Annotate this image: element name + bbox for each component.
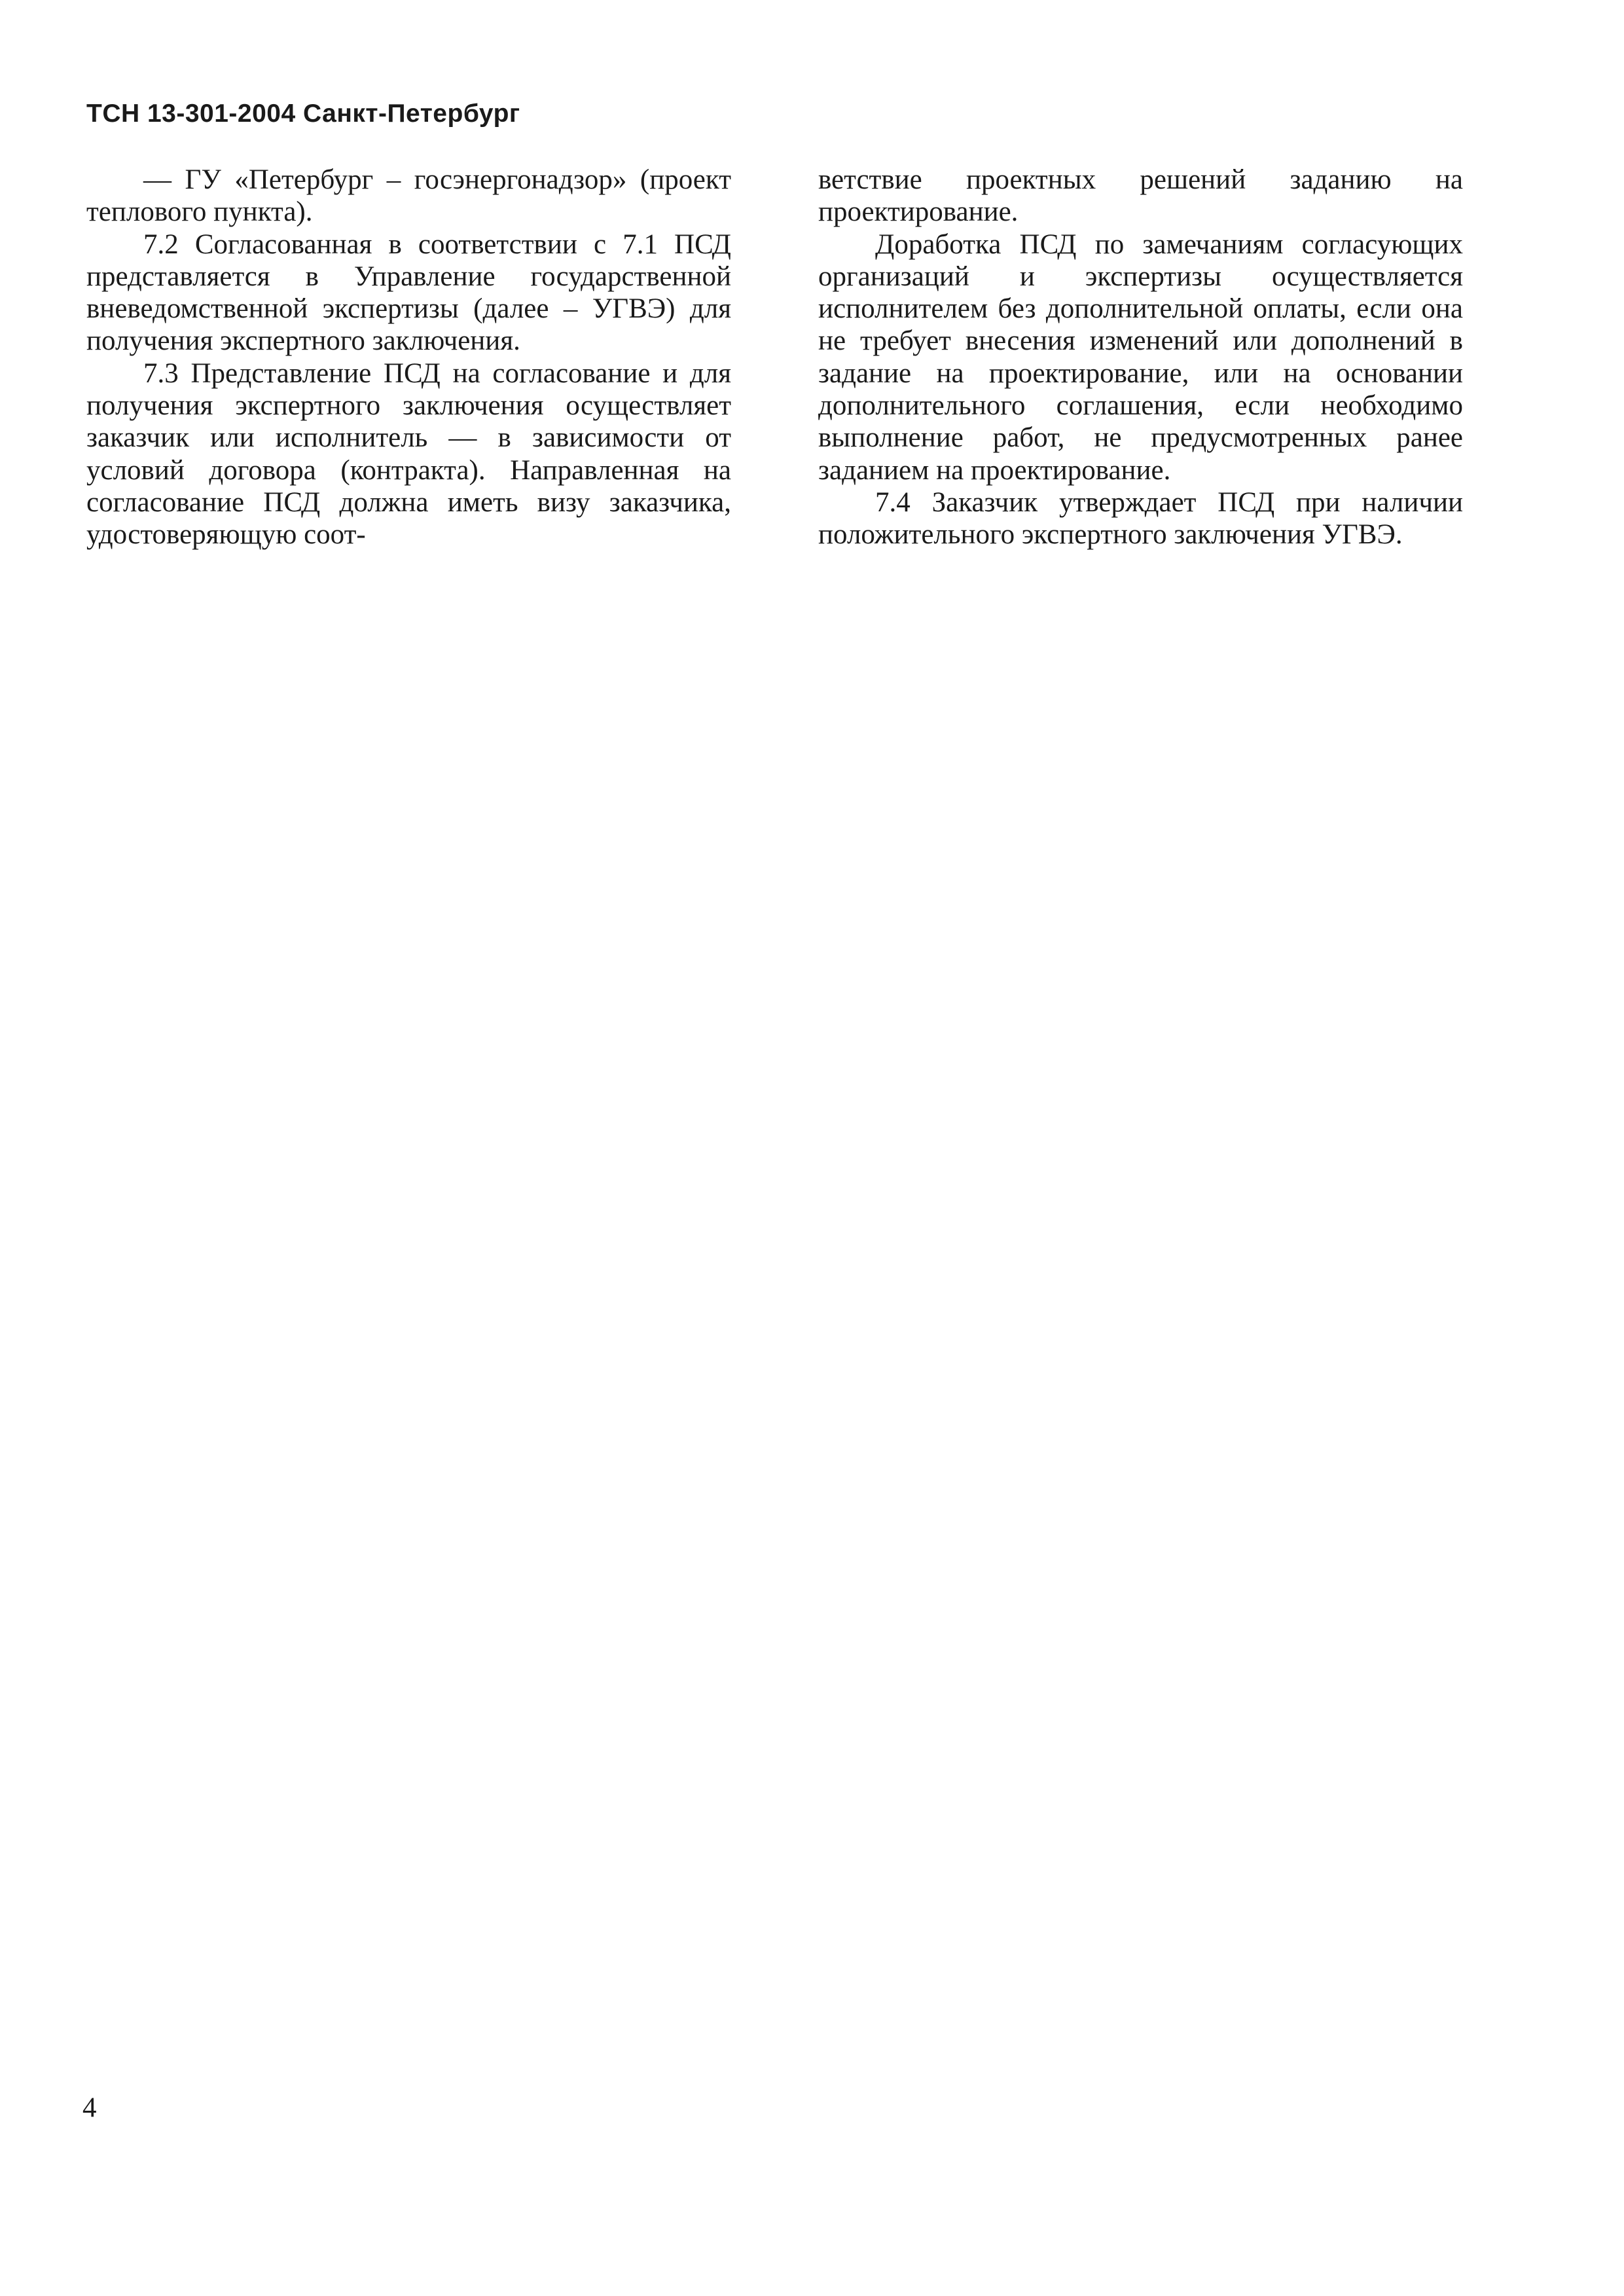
paragraph-7-4: 7.4 Заказчик утверждает ПСД при наличии положительного экспертного заключения УГВЭ. (818, 486, 1463, 551)
paragraph-revision: Доработка ПСД по замечаниям согласующих организаций и экспертизы осуществляется исполнителем без дополнительной оплаты, если она не требует внесения изменений или дополнений в задание на проектирование, или на основании дополнительного соглашения, если необходимо выполнение работ, не предусмотренных ранее заданием на проектирование. (818, 228, 1463, 486)
page-number: 4 (82, 2092, 97, 2123)
left-text-column (86, 164, 731, 551)
paragraph-7-3: 7.3 Представление ПСД на согласование и для получения экспертного заключения осуществляет заказчик или исполнитель — в зависимости от условий договора (контракта). Направленная на согласование ПСД должна иметь визу заказчика, удостоверяющую соот- (86, 357, 731, 551)
paragraph-7-3-continuation: ветствие проектных решений заданию на проектирование. (818, 164, 1463, 228)
paragraph-7-2: 7.2 Согласованная в соответствии с 7.1 ПСД представляется в Управление государственной вневедомственной экспертизы (далее – УГВЭ) для получения экспертного заключения. (86, 228, 731, 357)
document-header: ТСН 13-301-2004 Санкт-Петербург (86, 100, 520, 128)
right-text-column (818, 164, 1463, 551)
paragraph-heat-point: — ГУ «Петербург – госэнергонадзор» (проект теплового пункта). (86, 164, 731, 228)
